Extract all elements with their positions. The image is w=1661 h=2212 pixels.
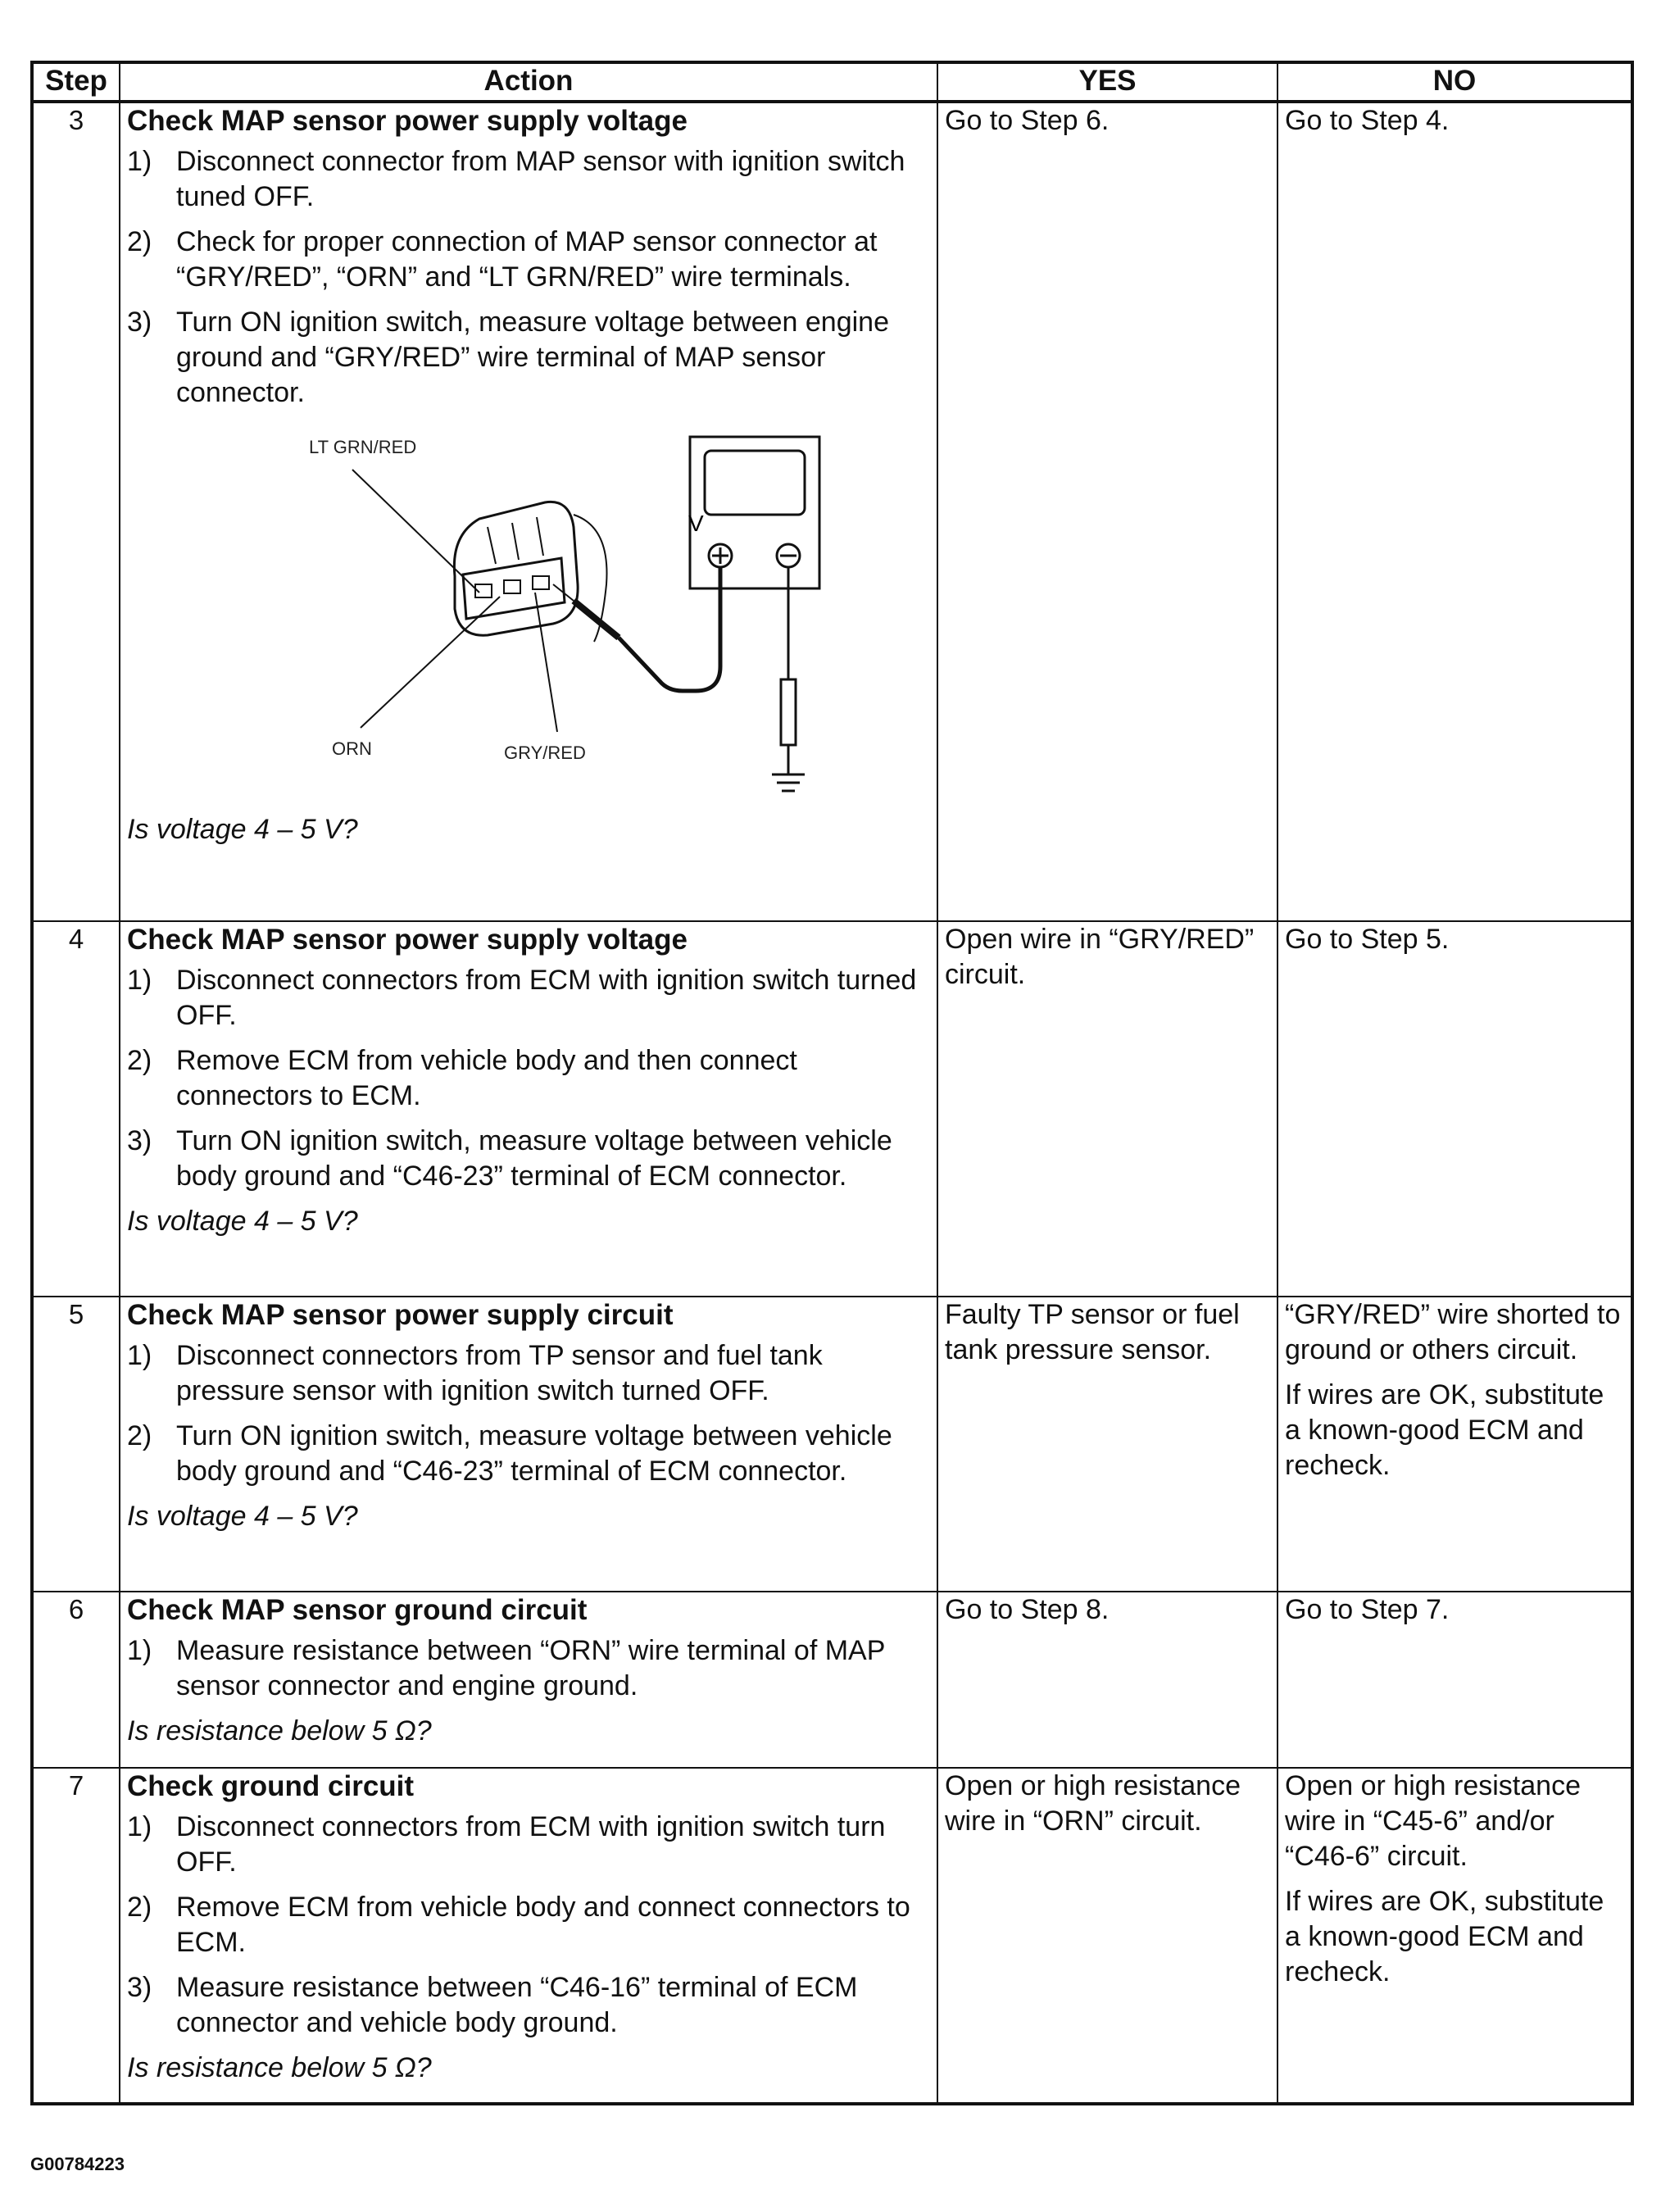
no-text: Go to Step 7.: [1285, 1594, 1450, 1625]
instruction-list: [127, 1338, 928, 1489]
action-cell: [120, 921, 937, 1297]
label-orn: ORN: [332, 738, 372, 759]
meter-v-label: V: [688, 511, 704, 536]
instruction-list: [127, 963, 928, 1194]
step-title: Check MAP sensor power supply voltage: [127, 105, 688, 137]
table-row: [32, 1768, 1632, 2104]
step-question: Is voltage 4 – 5 V?: [127, 1501, 358, 1532]
instruction-list: [127, 144, 928, 411]
label-lt-grn-red: LT GRN/RED: [309, 437, 417, 457]
instruction-item: [127, 305, 928, 411]
instruction-number: 1): [127, 1635, 152, 1666]
instruction-number: 1): [127, 1811, 152, 1842]
step-number: 4: [32, 921, 120, 1297]
instruction-item: [127, 1043, 928, 1114]
instruction-text: Check for proper connection of MAP sensor connector at “GRY/RED”, “ORN” and “LT GRN/RED” wire terminals.: [176, 226, 878, 293]
yes-cell: [937, 1592, 1278, 1768]
instruction-text: Turn ON ignition switch, measure voltage between engine ground and “GRY/RED” wire terminal of MAP sensor connector.: [176, 307, 889, 408]
step-number: 5: [32, 1297, 120, 1592]
yes-cell: [937, 921, 1278, 1297]
yes-cell: [937, 1297, 1278, 1592]
voltmeter-icon: [690, 437, 819, 588]
instruction-number: 1): [127, 965, 152, 996]
instruction-item: [127, 144, 928, 215]
yes-cell: [937, 1768, 1278, 2104]
instruction-item: [127, 1890, 928, 1960]
instruction-text: Disconnect connectors from TP sensor and fuel tank pressure sensor with ignition switch turned OFF.: [176, 1340, 823, 1406]
header-no: NO: [1278, 62, 1632, 102]
instruction-text: Remove ECM from vehicle body and connect connectors to ECM.: [176, 1892, 910, 1958]
instruction-number: 3): [127, 1972, 152, 2003]
instruction-list: [127, 1810, 928, 2041]
action-cell: [120, 1592, 937, 1768]
instruction-list: [127, 1633, 928, 1704]
yes-text: Go to Step 8.: [945, 1594, 1110, 1625]
instruction-text: Disconnect connectors from ECM with ignition switch turn OFF.: [176, 1811, 886, 1878]
instruction-item: [127, 1970, 928, 2041]
instruction-text: Measure resistance between “ORN” wire terminal of MAP sensor connector and engine ground.: [176, 1635, 885, 1701]
instruction-text: Turn ON ignition switch, measure voltage between vehicle body ground and “C46-23” terminal of ECM connector.: [176, 1125, 892, 1192]
no-cell: [1278, 102, 1632, 921]
instruction-number: 2): [127, 1420, 152, 1451]
instruction-text: Turn ON ignition switch, measure voltage between vehicle body ground and “C46-23” terminal of ECM connector.: [176, 1420, 892, 1487]
step-title: Check ground circuit: [127, 1770, 415, 1802]
instruction-item: [127, 1633, 928, 1704]
header-action: Action: [120, 62, 937, 102]
yes-text: Open wire in “GRY/RED” circuit.: [945, 924, 1255, 990]
table-row: [32, 1297, 1632, 1592]
no-text: If wires are OK, substitute a known-good ECM and recheck.: [1285, 1379, 1604, 1481]
instruction-item: [127, 225, 928, 295]
step-title: Check MAP sensor power supply circuit: [127, 1299, 674, 1331]
step-number: 3: [32, 102, 120, 921]
step-question: Is voltage 4 – 5 V?: [127, 1206, 358, 1237]
instruction-item: [127, 1124, 928, 1194]
instruction-number: 3): [127, 307, 152, 338]
instruction-item: [127, 1338, 928, 1409]
instruction-text: Remove ECM from vehicle body and then connect connectors to ECM.: [176, 1045, 797, 1111]
instruction-text: Measure resistance between “C46-16” terminal of ECM connector and vehicle body ground.: [176, 1972, 858, 2038]
no-text: “GRY/RED” wire shorted to ground or others circuit.: [1285, 1299, 1621, 1365]
header-step: Step: [32, 62, 120, 102]
no-text: Go to Step 4.: [1285, 105, 1450, 136]
instruction-item: [127, 963, 928, 1033]
table-row: [32, 102, 1632, 921]
no-cell: [1278, 1768, 1632, 2104]
yes-text: Go to Step 6.: [945, 105, 1110, 136]
instruction-number: 2): [127, 226, 152, 257]
ground-symbol-icon: [772, 774, 805, 791]
table-header-row: [32, 62, 1632, 102]
no-text: Open or high resistance wire in “C45-6” and/or “C46-6” circuit.: [1285, 1770, 1581, 1872]
instruction-number: 1): [127, 146, 152, 177]
step-title: Check MAP sensor ground circuit: [127, 1594, 588, 1626]
header-yes: YES: [937, 62, 1278, 102]
diagnostic-page: [30, 61, 1631, 2105]
yes-cell: [937, 102, 1278, 921]
no-cell: [1278, 921, 1632, 1297]
no-cell: [1278, 1297, 1632, 1592]
instruction-number: 3): [127, 1125, 152, 1156]
step-number: 6: [32, 1592, 120, 1768]
yes-text: Open or high resistance wire in “ORN” circuit.: [945, 1770, 1241, 1837]
instruction-number: 2): [127, 1892, 152, 1923]
instruction-item: [127, 1419, 928, 1489]
no-cell: [1278, 1592, 1632, 1768]
step-question: Is voltage 4 – 5 V?: [127, 814, 358, 845]
diagnostic-table: [30, 61, 1634, 2105]
table-row: [32, 1592, 1632, 1768]
action-cell: [120, 102, 937, 921]
step-question: Is resistance below 5 Ω?: [127, 1715, 432, 1746]
instruction-item: [127, 1810, 928, 1880]
step-title: Check MAP sensor power supply voltage: [127, 924, 688, 956]
yes-text: Faulty TP sensor or fuel tank pressure sensor.: [945, 1299, 1240, 1365]
instruction-number: 1): [127, 1340, 152, 1371]
step-number: 7: [32, 1768, 120, 2104]
voltage-measurement-figure: [127, 420, 945, 812]
instruction-text: Disconnect connector from MAP sensor with ignition switch tuned OFF.: [176, 146, 905, 212]
figure-id: G00784223: [30, 2154, 125, 2174]
no-text: Go to Step 5.: [1285, 924, 1450, 955]
label-gry-red: GRY/RED: [504, 743, 586, 763]
instruction-number: 2): [127, 1045, 152, 1076]
action-cell: [120, 1768, 937, 2104]
connector-icon: [454, 502, 606, 642]
no-text: If wires are OK, substitute a known-good ECM and recheck.: [1285, 1886, 1604, 1987]
step-question: Is resistance below 5 Ω?: [127, 2052, 432, 2083]
action-cell: [120, 1297, 937, 1592]
table-row: [32, 921, 1632, 1297]
instruction-text: Disconnect connectors from ECM with ignition switch turned OFF.: [176, 965, 917, 1031]
